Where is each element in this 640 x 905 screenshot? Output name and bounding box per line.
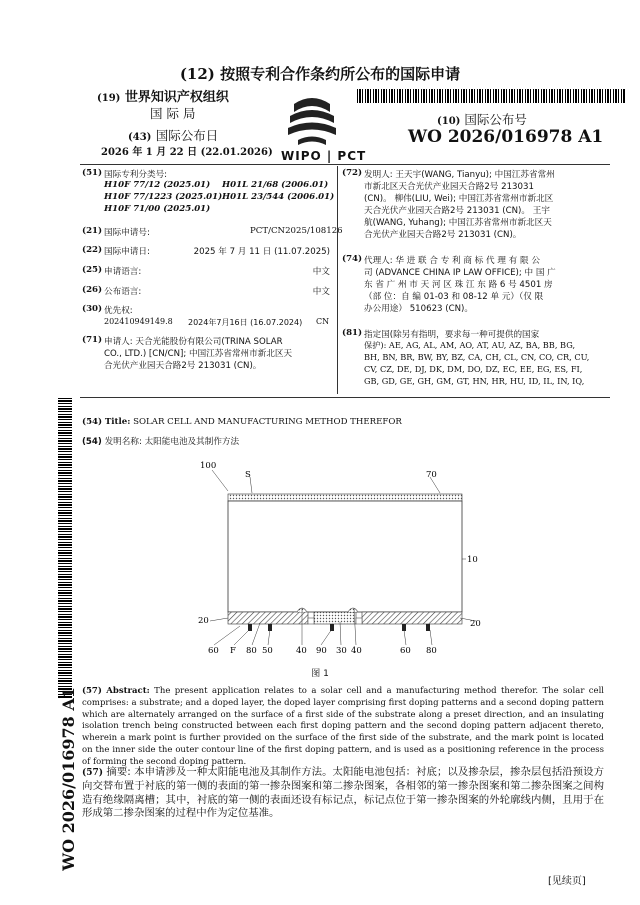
filing-lang-label: 申请语言: (104, 267, 142, 277)
pubno-value: WO 2026/016978 A1 (408, 127, 604, 147)
label-80-right: 80 (426, 646, 437, 656)
filing-lang-value: 中文 (312, 267, 330, 277)
pubdate-value: 2026 年 1 月 22 日 (22.01.2026) (101, 147, 273, 158)
filing-value: 2025 年 7 月 11 日 (11.07.2025) (193, 247, 330, 257)
wipo-logo-text: WIPO | PCT (281, 149, 367, 163)
filing-number: (22) (82, 245, 103, 255)
title-number: (12) (179, 65, 215, 83)
org-subname: 国 际 局 (150, 106, 196, 121)
title-zh-row (82, 435, 239, 447)
priority-number: (30) (82, 304, 103, 314)
label-F: F (230, 646, 236, 656)
abstract-en (82, 686, 604, 769)
states-line-1: 指定国(除另有指明，要求每一种可提供的国家 (364, 330, 540, 340)
states-line-2: 保护): AE, AG, AL, AM, AO, AT, AU, AZ, BA, BB, BG, (364, 340, 576, 350)
label-30: 30 (336, 646, 347, 656)
label-40-right: 40 (351, 646, 362, 656)
continued-note: [见续页] (548, 876, 586, 887)
side-publication-number: WO 2026/016978 A1 (59, 687, 78, 871)
pubdate-block (128, 126, 218, 144)
appno-number: (21) (82, 226, 103, 236)
title-zh-value: 太阳能电池及其制作方法 (144, 437, 240, 447)
pub-lang-value: 中文 (312, 287, 330, 297)
appno-value: PCT/CN2025/108126 (250, 226, 343, 236)
title-en-value: SOLAR CELL AND MANUFACTURING METHOD THEREFOR (133, 417, 402, 427)
title-en-number: (54) (82, 417, 103, 427)
priority-date: 2024年7月16日 (16.07.2024) (188, 318, 303, 327)
priority-app-no: 202410949149.8 (104, 317, 173, 326)
abstract-zh-number: (57) (82, 768, 104, 778)
applicant-line-3: 合光伏产业园天合路2号 213031 (CN)。 (104, 361, 262, 371)
title-zh-label: 发明名称: (104, 437, 142, 447)
ipc-label: 国际专利分类号: (104, 170, 168, 180)
agent-line-5: 办公用途） 510623 (CN)。 (364, 304, 473, 314)
applicant-line-2: CO., LTD.) [CN/CN]; 中国江苏省常州市新北区天 (104, 349, 293, 359)
substrate-10 (228, 501, 462, 612)
label-10: 10 (467, 555, 478, 565)
ipc-number: (51) (82, 168, 103, 178)
inventors-line-4: 天合光伏产业园天合路2号 213031 (CN)。 王宇 (364, 206, 550, 216)
states-number: (81) (342, 328, 363, 338)
inventors-line-5: 航(WANG, Yuhang); 中国江苏省常州市新北区天 (364, 218, 552, 228)
label-20-right: 20 (470, 619, 481, 629)
org-block (97, 86, 229, 105)
ipc-item-2b: H01L 23/544 (2006.01) (222, 192, 335, 202)
doping-pattern-right (362, 612, 462, 624)
barcode-top (357, 89, 625, 103)
filing-lang-number: (25) (82, 265, 103, 275)
title-en-row (82, 417, 402, 427)
pubno-label: 国际公布号 (464, 112, 527, 127)
pubno-label-block (437, 110, 527, 128)
barcode-side (58, 398, 72, 698)
abstract-zh-label: 摘要: (106, 766, 131, 778)
label-70: 70 (426, 470, 437, 480)
label-80-left: 80 (246, 646, 257, 656)
biblio-divider (80, 397, 610, 398)
label-60-left: 60 (208, 646, 219, 656)
inventors-line-6: 合光伏产业园天合路2号 213031 (CN)。 (364, 230, 522, 240)
org-name: 世界知识产权组织 (124, 90, 229, 105)
title-zh-number: (54) (82, 437, 102, 447)
appno-label: 国际申请号: (104, 228, 150, 238)
inventors-line-1: 发明人: 王天宇(WANG, Tianyu); 中国江苏省常州 (364, 170, 555, 180)
label-S: S (245, 470, 251, 480)
applicant-number: (71) (82, 335, 103, 345)
label-40-left: 40 (296, 646, 307, 656)
abstract-en-label: Abstract: (106, 686, 150, 696)
abstract-en-number: (57) (82, 686, 102, 696)
abstract-zh (82, 766, 604, 820)
agent-line-2: 司 (ADVANCE CHINA IP LAW OFFICE); 中 国 广 (364, 268, 556, 278)
figure-caption: 图 1 (311, 669, 329, 679)
doping-pattern-left (228, 612, 308, 624)
document-title (0, 63, 640, 84)
header-divider (80, 164, 610, 165)
agent-line-4: （部 位：自 编 01-03 和 08-12 单 元）（仅 限 (364, 292, 544, 302)
abstract-en-text: The present application relates to a solar cell and a manufacturing method therefor. The solar cell comprises: a substrate; and a doped layer, the doped layer comprising first doping patterns and a second doping pattern which are alternately arranged on the surface of a first side of the substrate along a preset direction, and an insulating isolation trench being constructed between each first doping pattern and the second doping pattern adjacent thereto, wherein a mark point is further provided on the surface of the first side of the substrate, and the mark point is located on the inner side the outer contour line of the first doping pattern, and is used as a positioning reference in the process of forming the second doping pattern. (82, 686, 605, 767)
ipc-item-1b: H01L 21/68 (2006.01) (222, 180, 329, 190)
agent-number: (74) (342, 254, 363, 264)
label-60-right: 60 (400, 646, 411, 656)
ipc-item-3a: H10F 71/00 (2025.01) (104, 204, 211, 214)
agent-line-3: 东 省 广 州 市 天 河 区 珠 江 东 路 6 号 4501 房 (364, 280, 553, 290)
label-20-left: 20 (198, 616, 209, 626)
pub-lang-number: (26) (82, 285, 103, 295)
title-en-label: Title: (104, 417, 131, 427)
states-line-3: BH, BN, BR, BW, BY, BZ, CA, CH, CL, CN, CO, CR, CU, (364, 352, 590, 362)
column-divider (337, 166, 338, 394)
doping-pattern-middle (314, 612, 356, 624)
org-number: (19) (97, 93, 121, 104)
priority-label: 优先权: (104, 306, 133, 316)
ipc-item-1a: H10F 77/12 (2025.01) (104, 180, 211, 190)
title-text: 按照专利合作条约所公布的国际申请 (220, 65, 461, 83)
ipc-item-2a: H10F 77/1223 (2025.01) (104, 192, 223, 202)
agent-line-1: 代理人: 华 进 联 合 专 利 商 标 代 理 有 限 公 (364, 256, 540, 266)
inventors-line-3: (CN)。 柳伟(LIU, Wei); 中国江苏省常州市新北区 (364, 194, 554, 204)
label-90: 90 (316, 646, 327, 656)
states-line-5: GB, GD, GE, GH, GM, GT, HN, HR, HU, ID, IL, IN, IQ, (364, 376, 585, 386)
top-layer-70 (228, 494, 462, 501)
priority-country: CN (316, 317, 330, 326)
figure-1-drawing (190, 455, 490, 680)
pub-lang-label: 公布语言: (104, 287, 142, 297)
pubno-number: (10) (437, 116, 461, 127)
abstract-zh-text: 本申请涉及一种太阳能电池及其制作方法。太阳能电池包括：衬底；以及掺杂层，掺杂层包括沿预设方向交替布置于衬底的第一侧的表面的第一掺杂图案和第二掺杂图案，各相邻的第一掺杂图案和第二掺杂图案之间构造有绝缘隔离槽；其中，衬底的第一侧的表面还设有标记点，标记点位于第一掺杂图案的外轮廓线内侧，且用于在形成第二掺杂图案的过程中作为定位基准。 (82, 766, 604, 819)
label-50: 50 (262, 646, 273, 656)
pubdate-number: (43) (128, 132, 152, 143)
states-line-4: CV, CZ, DE, DJ, DK, DM, DO, DZ, EC, EE, EG, ES, FI, (364, 364, 583, 374)
inventors-number: (72) (342, 168, 363, 178)
inventors-line-2: 市新北区天合光伏产业园天合路2号 213031 (364, 182, 534, 192)
filing-label: 国际申请日: (104, 247, 150, 257)
applicant-line-1: 申请人: 天合光能股份有限公司(TRINA SOLAR (104, 337, 283, 347)
label-100: 100 (200, 461, 217, 471)
pubdate-label: 国际公布日 (155, 128, 219, 143)
